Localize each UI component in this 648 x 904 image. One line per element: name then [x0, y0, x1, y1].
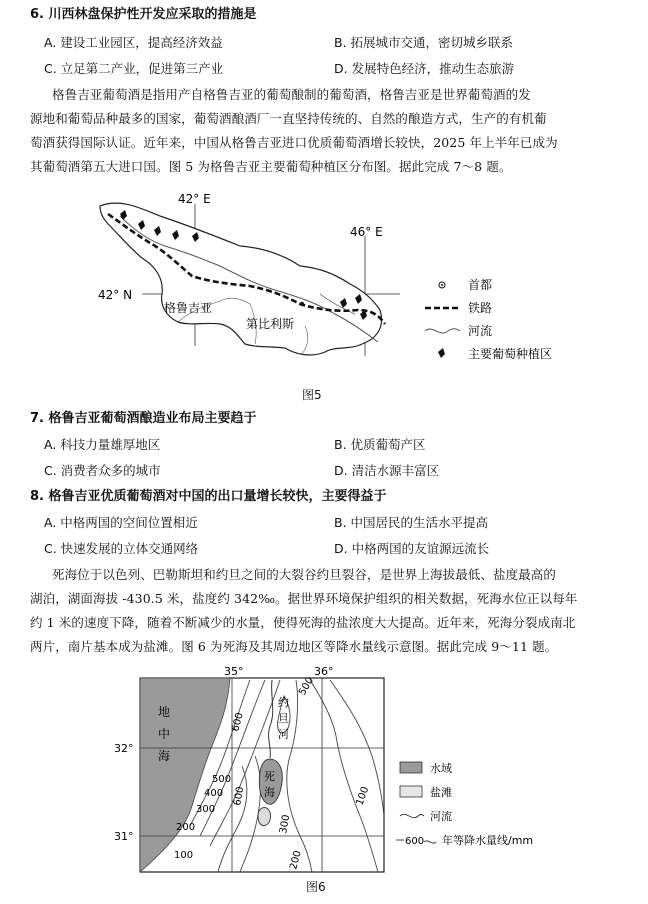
figure-6-legend [396, 761, 533, 847]
isohyet-legend-icon [424, 841, 436, 843]
q8-option-c: C. 快速发展的立体交通网络 [44, 541, 199, 556]
svg-text:600: 600 [230, 711, 246, 733]
svg-text:100: 100 [354, 785, 372, 808]
passage1-line-1: 格鲁吉亚葡萄酒是指用产自格鲁吉亚的葡萄酿制的葡萄酒，格鲁吉亚是世界葡萄酒的发 [52, 87, 531, 102]
river-char-2: 旦 [278, 712, 289, 725]
legend-capital: 首都 [468, 278, 493, 292]
label-46e: 46° E [350, 225, 383, 239]
svg-text:400: 400 [204, 788, 224, 799]
passage2-line-2: 湖泊，湖面海拔 -430.5 米，盐度约 342‰。据世界环境保护组织的相关数据，死海水位正以每年 [30, 591, 578, 606]
q7-option-c: C. 消费者众多的城市 [44, 463, 161, 478]
dead-sea-salt-flat [258, 808, 271, 826]
q7-option-a: A. 科技力量雄厚地区 [44, 437, 161, 452]
legend-iso-value: 600 [405, 836, 425, 847]
passage1-line-2: 源地和葡萄品种最多的国家，葡萄酒酿酒厂一直坚持传统的、自然的酿造方式，生产的有机葡 [30, 111, 547, 126]
sea-char-3: 海 [158, 749, 171, 763]
svg-text:300: 300 [196, 804, 216, 815]
legend-saltflat: 盐滩 [430, 786, 452, 799]
passage2-line-1: 死海位于以色列、巴勒斯坦和约旦之间的大裂谷约旦裂谷，是世界上海拔最低、盐度最高的 [52, 567, 557, 582]
legend-railway: 铁路 [468, 301, 493, 315]
q7-option-b: B. 优质葡萄产区 [334, 437, 426, 452]
svg-text:500: 500 [297, 675, 317, 698]
figure-5-map [80, 186, 580, 386]
sea-char-2: 中 [158, 727, 171, 741]
country-label: 格鲁吉亚 [164, 301, 213, 315]
legend-river: 河流 [468, 324, 493, 338]
q8-option-a: A. 中格两国的空间位置相近 [44, 515, 198, 530]
label-35: 35° [224, 666, 244, 678]
river-char-3: 河 [278, 728, 289, 741]
q6-stem: 6. 川西林盘保护性开发应采取的措施是 [30, 7, 257, 22]
q6-option-d: D. 发展特色经济，推动生态旅游 [334, 61, 515, 76]
deadsea-char-2: 海 [264, 786, 275, 799]
figure-5-legend [425, 277, 552, 361]
label-42n: 42° N [98, 288, 133, 302]
q8-option-b: B. 中国居民的生活水平提高 [334, 515, 489, 530]
sea-char-1: 地 [158, 705, 171, 719]
legend-river: 河流 [430, 810, 452, 823]
passage2-line-4: 两片，南片基本成为盐滩。图 6 为死海及其周边地区等降水量线示意图。据此完成 9～11 题。 [30, 639, 558, 654]
q7-option-d: D. 清洁水源丰富区 [334, 463, 440, 478]
svg-text:300: 300 [278, 813, 293, 835]
legend-vineyard: 主要葡萄种植区 [468, 347, 553, 361]
legend-water: 水域 [430, 762, 452, 775]
q7-stem: 7. 格鲁吉亚葡萄酒酿造业布局主要趋于 [30, 411, 257, 426]
capital-label: 第比利斯 [246, 317, 295, 331]
legend-isohyet: 年等降水量线/mm [442, 834, 534, 847]
passage2-line-3: 约 1 米的速度下降，随着不断减少的水量，使得死海的盐浓度大大提高。近年来，死海分裂成南北 [30, 615, 576, 630]
q8-stem: 8. 格鲁吉亚优质葡萄酒对中国的出口量增长较快，主要得益于 [30, 489, 387, 504]
vineyard-legend-icon [438, 348, 445, 358]
river-legend-icon [425, 329, 460, 333]
capital-marker [300, 302, 304, 306]
passage1-line-4: 其葡萄酒第五大进口国。图 5 为格鲁吉亚主要葡萄种植区分布图。据此完成 7～8 题。 [30, 159, 512, 174]
q6-option-c: C. 立足第二产业，促进第三产业 [44, 61, 224, 76]
river-legend-icon [400, 814, 424, 817]
label-36: 36° [314, 666, 334, 678]
q6-option-a: A. 建设工业园区，提高经济效益 [44, 35, 223, 50]
svg-text:500: 500 [212, 774, 232, 785]
figure-6-map [100, 666, 580, 878]
svg-text:200: 200 [176, 822, 196, 833]
svg-text:600: 600 [232, 785, 247, 807]
q6-option-b: B. 拓展城市交通，密切城乡联系 [334, 35, 514, 50]
svg-text:200: 200 [288, 849, 304, 871]
label-31: 31° [114, 830, 134, 843]
deadsea-char-1: 死 [264, 770, 275, 783]
figure-5-caption: 图5 [302, 388, 322, 402]
svg-text:100: 100 [174, 850, 194, 861]
label-32: 32° [114, 742, 134, 755]
river-char-1: 约 [278, 696, 289, 709]
q8-option-d: D. 中格两国的友谊源远流长 [334, 541, 490, 556]
saltflat-legend-icon [400, 786, 422, 797]
figure-6-caption: 图6 [306, 880, 326, 894]
water-legend-icon [400, 762, 422, 773]
passage1-line-3: 萄酒获得国际认证。近年来，中国从格鲁吉亚进口优质葡萄酒增长较快，2025 年上半年已成为 [30, 135, 558, 150]
label-42e: 42° E [178, 192, 211, 206]
